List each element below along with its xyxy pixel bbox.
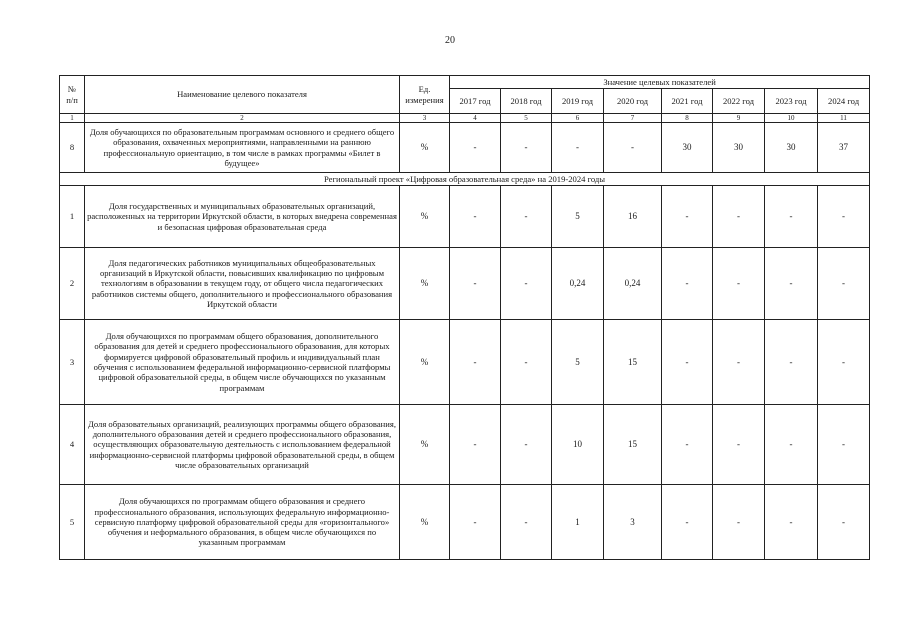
row-value: 5 — [552, 320, 604, 405]
table-row — [60, 248, 870, 320]
row-value: 10 — [552, 405, 604, 485]
row-value: 15 — [604, 405, 662, 485]
row-name: Доля государственных и муниципальных образовательных организаций, расположенных на территории Иркутской области, в которых внедрена современная и безопасная цифровая образовательная среда — [85, 186, 400, 248]
header-year: 2023 год — [765, 89, 818, 114]
row-value: - — [713, 248, 765, 320]
table-row — [60, 123, 870, 173]
row-value: - — [765, 320, 818, 405]
column-numbers-row — [60, 114, 870, 123]
row-unit: % — [400, 405, 450, 485]
table-header — [60, 76, 870, 123]
table-row — [60, 320, 870, 405]
row-unit: % — [400, 123, 450, 173]
header-year: 2024 год — [818, 89, 870, 114]
row-value: - — [765, 485, 818, 560]
column-number: 4 — [450, 114, 501, 123]
row-value: - — [501, 123, 552, 173]
row-value: 0,24 — [604, 248, 662, 320]
row-name: Доля обучающихся по программам общего образования и среднего профессионального образования, использующих федеральную информационно-сервисную платформу цифровой образовательной среды для «горизонтального» обучения и неформального образования, в общем числе обучающихся по указанным программам — [85, 485, 400, 560]
row-value: - — [501, 248, 552, 320]
row-value: 3 — [604, 485, 662, 560]
row-value: - — [765, 186, 818, 248]
row-value: - — [818, 320, 870, 405]
row-value: - — [450, 186, 501, 248]
column-number: 3 — [400, 114, 450, 123]
header-year: 2018 год — [501, 89, 552, 114]
header-name: Наименование целевого показателя — [85, 76, 400, 114]
section-row — [60, 173, 870, 186]
row-value: - — [450, 248, 501, 320]
row-value: 15 — [604, 320, 662, 405]
row-value: - — [662, 485, 713, 560]
column-number: 9 — [713, 114, 765, 123]
row-value: - — [662, 320, 713, 405]
table-row — [60, 405, 870, 485]
column-number: 1 — [60, 114, 85, 123]
row-value: - — [450, 405, 501, 485]
row-unit: % — [400, 248, 450, 320]
row-value: - — [818, 485, 870, 560]
row-value: - — [818, 186, 870, 248]
row-value: - — [713, 186, 765, 248]
row-value: - — [662, 405, 713, 485]
row-value: - — [501, 405, 552, 485]
row-value: 5 — [552, 186, 604, 248]
row-value: - — [501, 320, 552, 405]
header-year: 2019 год — [552, 89, 604, 114]
row-value: 30 — [713, 123, 765, 173]
section-title: Региональный проект «Цифровая образовательная среда» на 2019-2024 годы — [60, 173, 870, 186]
column-number: 2 — [85, 114, 400, 123]
row-num: 1 — [60, 186, 85, 248]
row-value: - — [765, 248, 818, 320]
row-num: 4 — [60, 405, 85, 485]
row-value: - — [713, 320, 765, 405]
row-value: 0,24 — [552, 248, 604, 320]
row-value: - — [713, 485, 765, 560]
row-value: 30 — [662, 123, 713, 173]
table-body — [60, 123, 870, 560]
row-value: 37 — [818, 123, 870, 173]
column-number: 8 — [662, 114, 713, 123]
column-number: 7 — [604, 114, 662, 123]
row-name: Доля обучающихся по программам общего образования, дополнительного образования для детей и среднего профессионального образования, для которых формируется цифровой образовательный профиль и индивидуальный план обучения с использованием федеральной информационно-сервисной платформы цифровой образовательной среды, в общем числе обучающихся по указанным программам — [85, 320, 400, 405]
header-values-group: Значение целевых показателей — [450, 76, 870, 89]
row-value: 16 — [604, 186, 662, 248]
row-num: 2 — [60, 248, 85, 320]
row-value: - — [552, 123, 604, 173]
row-name: Доля образовательных организаций, реализующих программы общего образования, дополнительного образования детей и среднего профессионального образования, осуществляющих образовательную деятельность с использованием федеральной информационно-сервисной платформы цифровой образовательной среды, в общем числе образовательных организаций — [85, 405, 400, 485]
header-unit: Ед. измерения — [400, 76, 450, 114]
row-value: 1 — [552, 485, 604, 560]
row-value: - — [713, 405, 765, 485]
row-value: - — [450, 320, 501, 405]
row-value: - — [662, 248, 713, 320]
header-year: 2022 год — [713, 89, 765, 114]
row-value: - — [450, 485, 501, 560]
row-name: Доля обучающихся по образовательным программам основного и среднего общего образования, охваченных мероприятиями, направленными на раннюю профессиональную ориентацию, в том числе в рамках программы «Билет в будущее» — [85, 123, 400, 173]
row-name: Доля педагогических работников муниципальных общеобразовательных организаций в Иркутской области, повысивших квалификацию по цифровым технологиям в образовании в текущем году, от общего числа педагогических работников системы общего, дополнительного и профессионального образования Иркутской области — [85, 248, 400, 320]
header-num: № п/п — [60, 76, 85, 114]
header-year: 2020 год — [604, 89, 662, 114]
row-num: 8 — [60, 123, 85, 173]
column-number: 11 — [818, 114, 870, 123]
row-unit: % — [400, 186, 450, 248]
page-number: 20 — [445, 35, 455, 46]
row-num: 3 — [60, 320, 85, 405]
row-unit: % — [400, 485, 450, 560]
row-value: - — [818, 405, 870, 485]
row-value: 30 — [765, 123, 818, 173]
table-row — [60, 485, 870, 560]
row-value: - — [765, 405, 818, 485]
row-value: - — [818, 248, 870, 320]
table-row — [60, 186, 870, 248]
row-value: - — [662, 186, 713, 248]
header-year: 2021 год — [662, 89, 713, 114]
row-unit: % — [400, 320, 450, 405]
column-number: 5 — [501, 114, 552, 123]
row-value: - — [604, 123, 662, 173]
indicators-table — [59, 75, 870, 560]
column-number: 10 — [765, 114, 818, 123]
row-value: - — [450, 123, 501, 173]
header-year: 2017 год — [450, 89, 501, 114]
row-value: - — [501, 186, 552, 248]
column-number: 6 — [552, 114, 604, 123]
row-value: - — [501, 485, 552, 560]
row-num: 5 — [60, 485, 85, 560]
